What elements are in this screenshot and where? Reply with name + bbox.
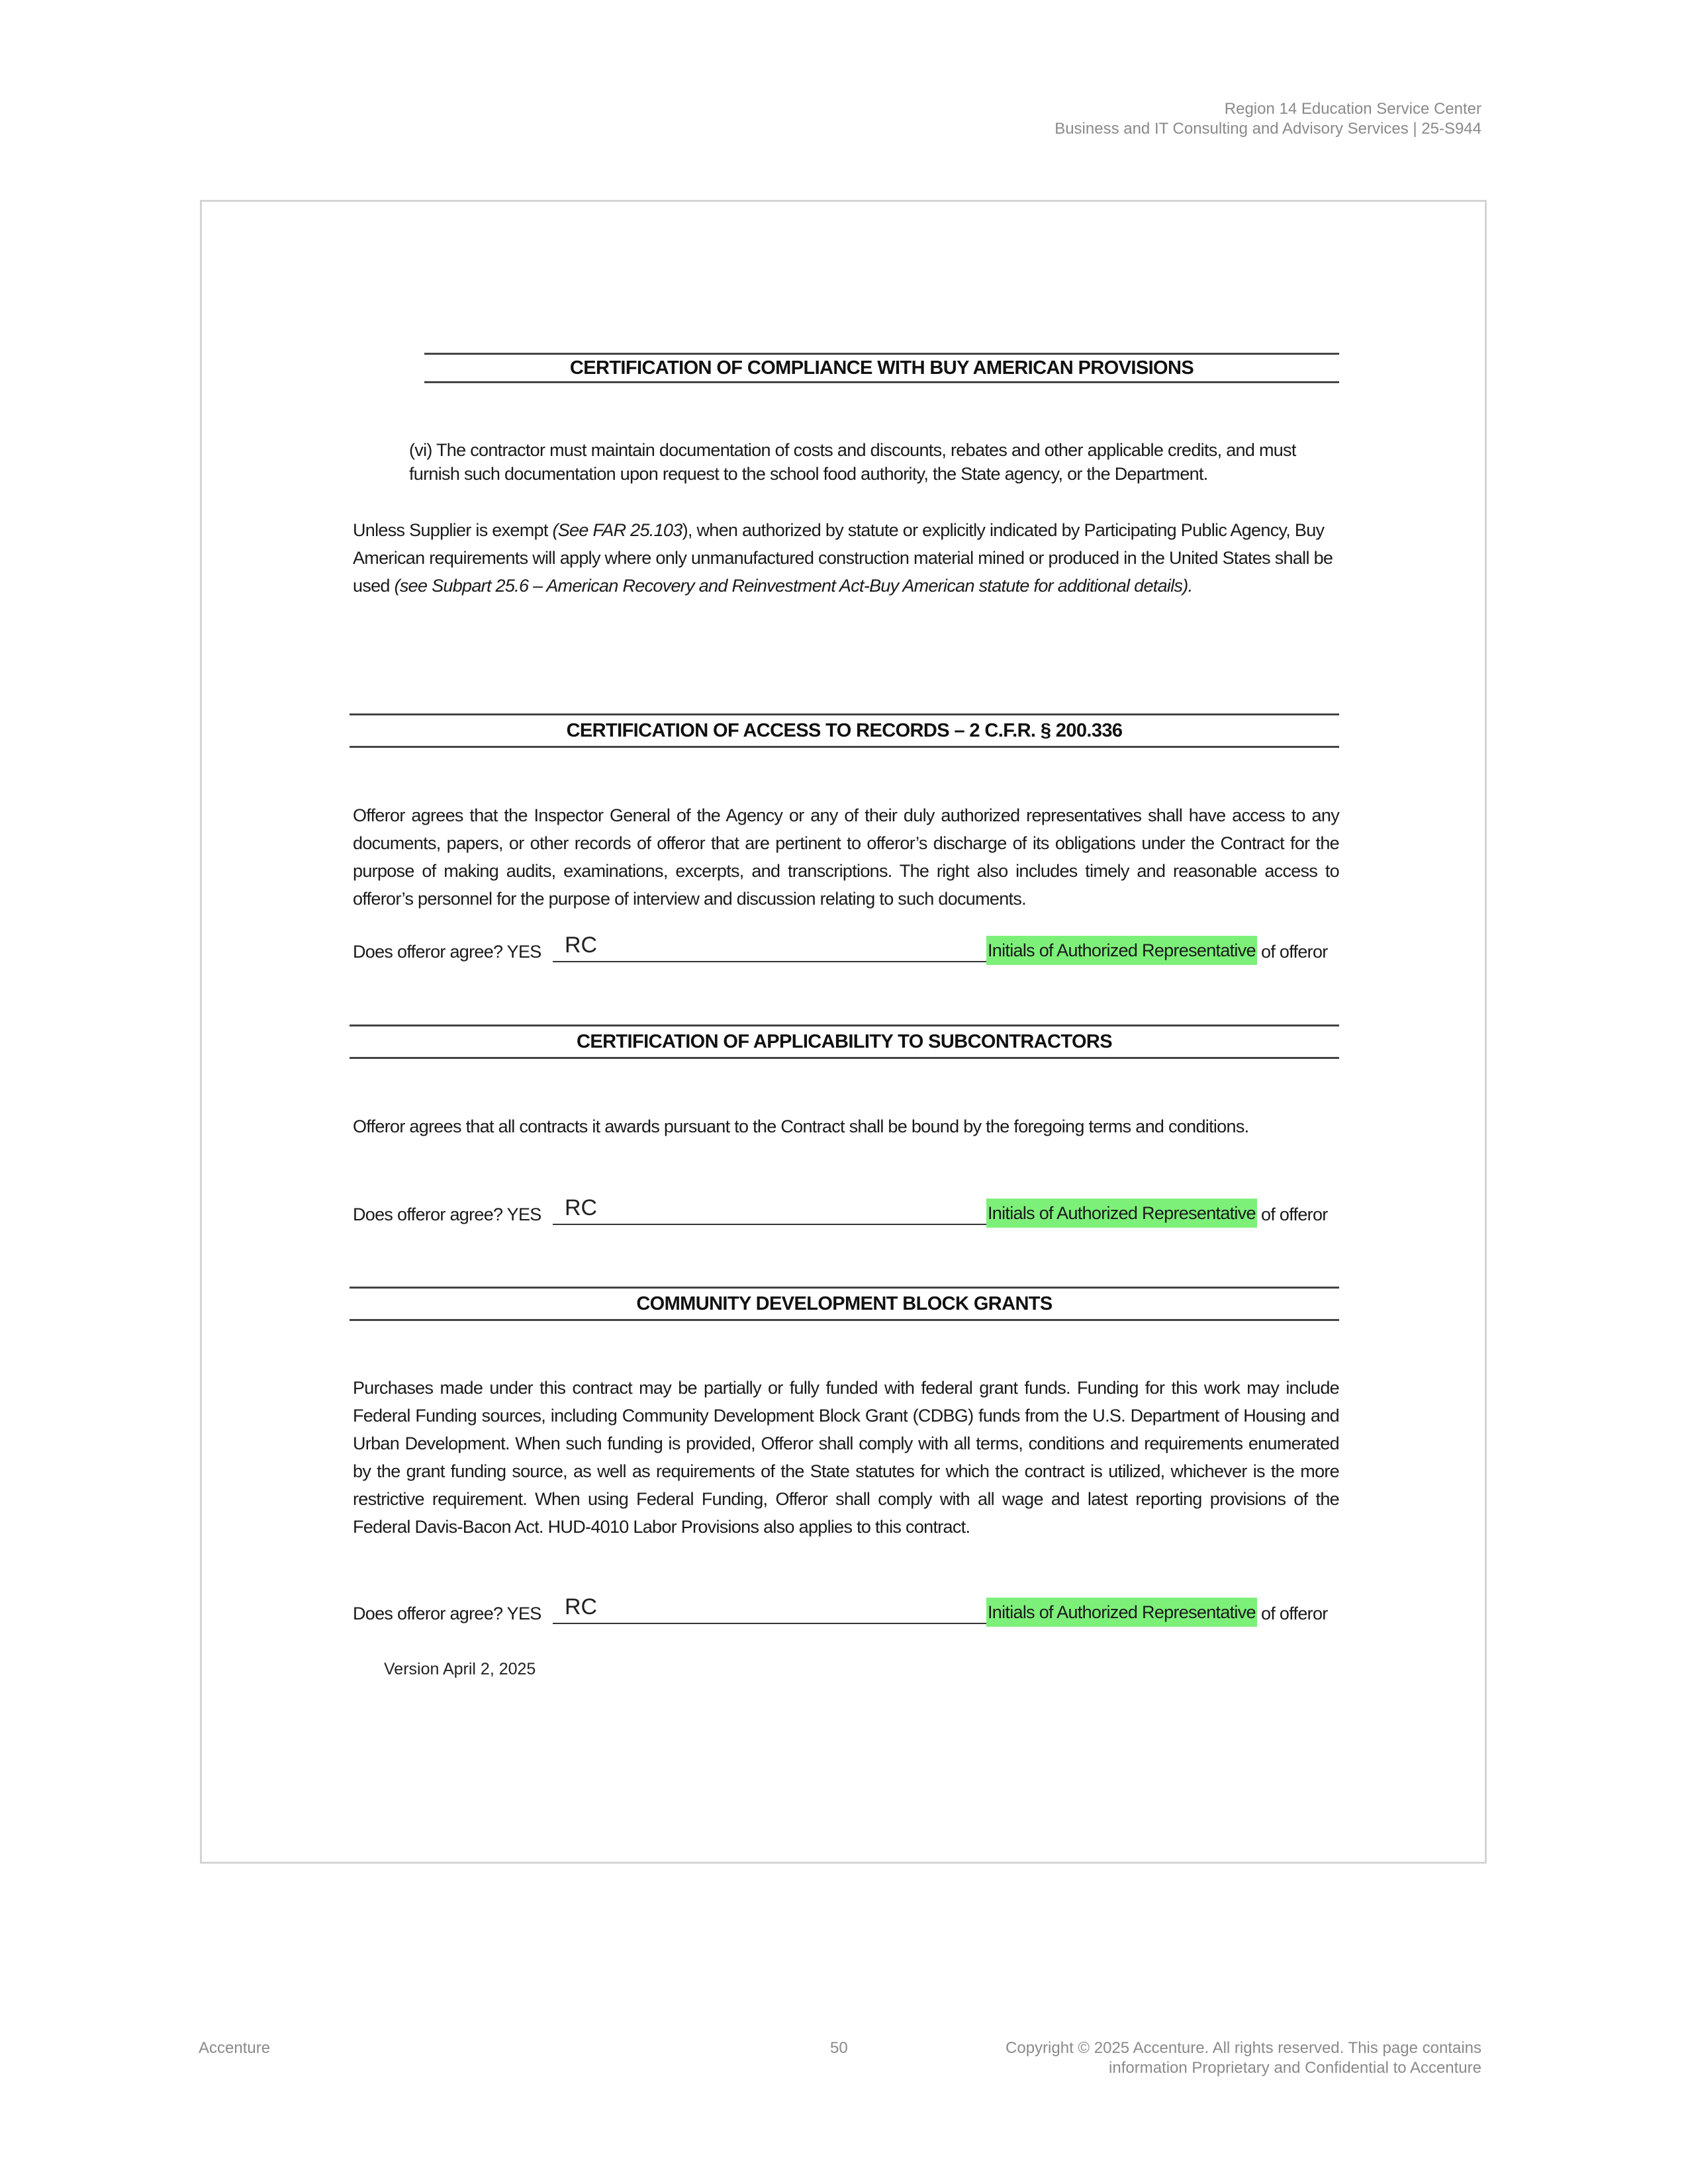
subcontractors-agree-row (353, 1195, 1339, 1228)
section-title-text: COMMUNITY DEVELOPMENT BLOCK GRANTS (636, 1293, 1053, 1314)
initials-signature-line[interactable] (553, 961, 986, 962)
initials-entry: RC (565, 1594, 598, 1619)
copyright-line-2: information Proprietary and Confidential to Accenture (1109, 2059, 1481, 2077)
buy-american-paragraph (353, 516, 1339, 600)
footer-company: Accenture (199, 2039, 271, 2057)
agree-tail-text: of offeror (1261, 1604, 1328, 1623)
access-records-paragraph: Offeror agrees that the Inspector General of the Agency or any of their duly authorized representatives shall have access to any documents, papers, or other records of offeror that are pertinent to offeror’s discharge of its obligations under the Contract for the purpose of making audits, examinations, excerpts, and transcriptions. The right also includes timely and reasonable access to offeror’s personnel for the purpose of interview and discussion relating to such documents. (353, 805, 1339, 909)
highlighted-label: Initials of Authorized Representative (986, 936, 1257, 965)
cdbg-paragraph: Purchases made under this contract may be partially or fully funded with federal grant funds. Funding for this work may include Federal Funding sources, including Community Development Block Grant (CDBG) funds from the U.S. Department of Housing and Urban Development. When such funding is provided, Offeror shall comply with all terms, conditions and requirements enumerated by the grant funding source, as well as requirements of the State statutes for which the contract is utilized, whichever is the more restrictive requirement. When using Federal Funding, Offeror shall comply with all wage and latest reporting provisions of the Federal Davis-Bacon Act. HUD-4010 Labor Provisions also applies to this contract. (353, 1378, 1339, 1537)
section-title-text: CERTIFICATION OF COMPLIANCE WITH BUY AMERICAN PROVISIONS (569, 357, 1194, 379)
section-title-text: CERTIFICATION OF ACCESS TO RECORDS – 2 C.F.R. § 200.336 (566, 719, 1123, 741)
agree-tail-text: of offeror (1261, 942, 1328, 962)
section-title-access-records (350, 713, 1339, 748)
header-organization: Region 14 Education Service Center (1224, 100, 1481, 118)
version-note: Version April 2, 2025 (384, 1660, 536, 1678)
agree-tail-text: of offeror (1261, 1205, 1328, 1224)
highlighted-label: Initials of Authorized Representative (986, 1199, 1257, 1228)
copyright-line-1: Copyright © 2025 Accenture. All rights reserved. This page contains (1006, 2039, 1481, 2057)
section-title-cdbg (350, 1287, 1339, 1321)
section-title-subcontractors (350, 1024, 1339, 1059)
cdbg-agree-row (353, 1594, 1339, 1627)
initials-entry: RC (565, 1195, 598, 1220)
buy-american-text-2: ), when authorized by statute or explicitly indicated by Participating Public Agency, Buy American requirements will apply where only unmanufactured construction material mined or produced in the United States shall be used (353, 520, 1333, 596)
buy-american-text-1: Unless Supplier is exempt (353, 520, 553, 540)
initials-entry: RC (565, 933, 598, 958)
footer-copyright (1006, 2038, 1481, 2078)
header-project: Business and IT Consulting and Advisory Services | 25-S944 (1055, 120, 1481, 138)
subcontractors-paragraph: Offeror agrees that all contracts it awards pursuant to the Contract shall be bound by the foregoing terms and conditions. (353, 1116, 1249, 1136)
section-title-buy-american (424, 353, 1339, 383)
buy-american-subpart-reference: (see Subpart 25.6 – American Recovery and Reinvestment Act-Buy American statute for additional details). (394, 576, 1193, 596)
buy-american-far-reference: (See FAR 25.103 (552, 520, 682, 540)
agree-question: Does offeror agree? YES (353, 1205, 541, 1224)
access-records-agree-row (353, 932, 1339, 965)
buy-american-item-vi: (vi) The contractor must maintain documentation of costs and discounts, rebates and other applicable credits, and must furnish such documentation upon request to the school food authority, the State agency, or the Department. (409, 440, 1296, 484)
agree-question: Does offeror agree? YES (353, 1604, 541, 1623)
page-number: 50 (830, 2039, 848, 2057)
agree-question: Does offeror agree? YES (353, 942, 541, 962)
highlighted-label: Initials of Authorized Representative (986, 1598, 1257, 1627)
section-title-text: CERTIFICATION OF APPLICABILITY TO SUBCONTRACTORS (577, 1030, 1112, 1052)
initials-signature-line[interactable] (553, 1623, 986, 1624)
initials-signature-line[interactable] (553, 1224, 986, 1225)
